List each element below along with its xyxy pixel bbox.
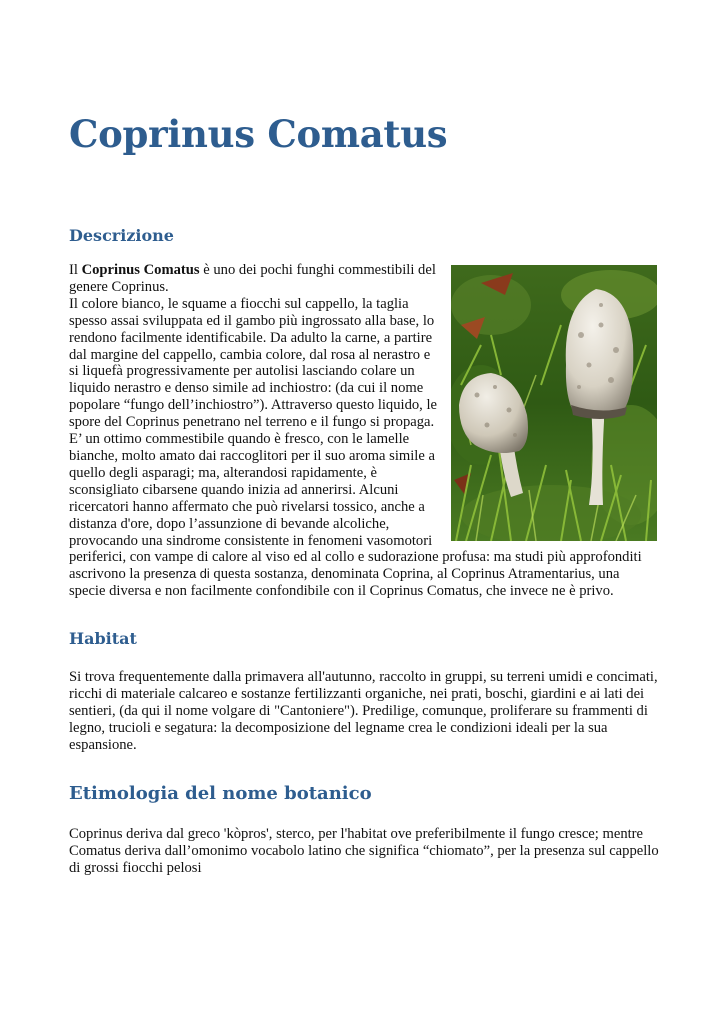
habitat-text: Si trova frequentemente dalla primavera all'autunno, raccolto in gruppi, su terreni umidi e concimati, ricchi di materiale calcareo e sostanze fertilizzanti organiche, nei prati, boschi, giardini e ai lati dei sentieri, (da qui il nome volgare di "Cantoniere"). Predilige, comunque, proliferare su frammenti di legno, trucioli e segatura: la decomposizione del legname crea le condizioni ideali per la sua espansione.: [69, 669, 658, 753]
mushroom-photo: [451, 265, 657, 541]
intro-text-cont: è uno dei pochi funghi commestibili del genere Coprinus.: [69, 262, 436, 295]
page-title: Coprinus Comatus: [69, 112, 448, 156]
species-name-bold: Coprinus Comatus: [81, 262, 200, 278]
descrizione-section: [69, 262, 657, 600]
descrizione-body-inline: presenza di: [143, 566, 210, 582]
etimologia-text: Coprinus deriva dal greco 'kòpros', sterco, per l'habitat ove preferibilmente il fungo cresce; mentre Comatus deriva dall’omonimo vocabolo latino che significa “chiomato”, per la presenza sul cappello di grossi fiocchi pelosi: [69, 826, 659, 876]
heading-etimologia: Etimologia del nome botanico: [69, 783, 372, 804]
heading-habitat: Habitat: [69, 629, 137, 648]
heading-descrizione: Descrizione: [69, 226, 174, 245]
descrizione-body-end: questa sostanza, denominata Coprina, al Coprinus Atramentarius, una specie diversa e non facilmente confondibile con il Coprinus Comatus, che invece ne è privo.: [69, 566, 620, 600]
descrizione-body: Il colore bianco, le squame a fiocchi sul cappello, la taglia spesso assai sviluppata ed il gambo più ingrossato alla base, lo rendono facilmente identificabile. Da adulto la carne, a partire dal margine del cappello, cambia colore, dal rosa al nerastro e si liquefà progressivamente per autolisi lasciando colare un liquido nerastro e denso simile ad inchiostro: (da cui il nome popolare “fungo dell’inchiostro”). Attraverso questo liquido, le spore del Coprinus penetrano nel terreno e il fungo si propaga. E’ un ottimo commestibile quando è fresco, con le lamelle bianche, molto amato dai raccoglitori per il suo aroma simile a quello degli asparagi; ma, alterandosi rapidamente, è sconsigliato cibarsene quando inizia ad annerirsi. Alcuni ricercatori hanno affermato che può rivelarsi tossico, anche a distanza d'ore, dopo l’assunzione di bevande alcoliche, provocando una sindrome consistente in fenomeni vasomotori periferici, con vampe di calore al viso ed al collo e sudorazione profusa: ma studi più approfonditi ascrivono la: [69, 295, 642, 583]
intro-text: Il: [69, 262, 82, 278]
